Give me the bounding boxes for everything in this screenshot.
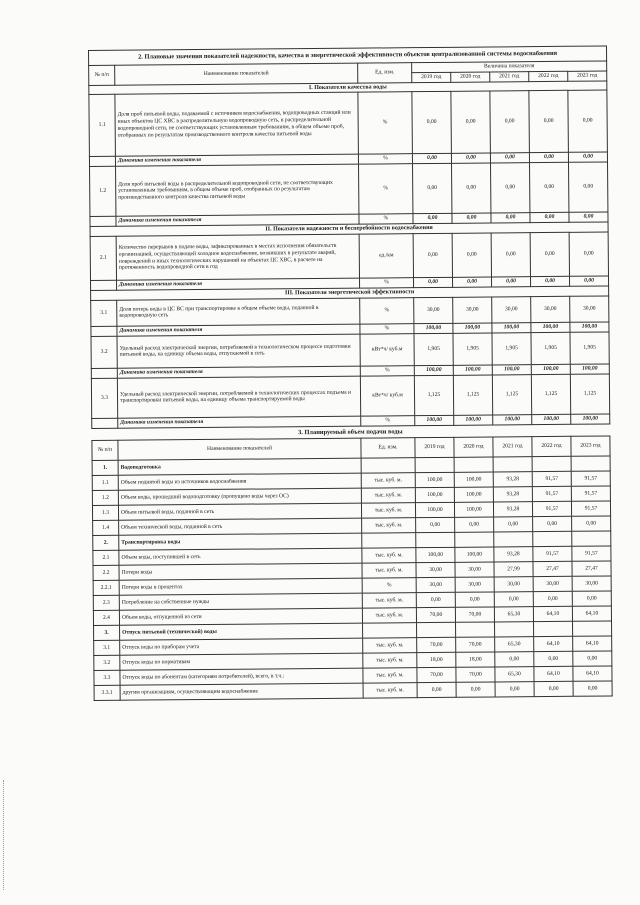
supply-volume-title: 3. Планируемый объем подачи воды (298, 428, 403, 437)
table-row: 2.1 Количество перерывов в подаче воды, зафиксированных в местах исполнения обязательств организацией, осуществляющей холодное водоснабжение, возникших в результате аварий, повреждений и иных технологических нарушений на объектах ЦС ХВС, в расчете на протяженность водопроводной сети в год ед./км 0,00 0,00 0,00 0,00 0,00 (90, 232, 608, 281)
table-row: 2.3 Потребление на собственные нужды тыс. куб. м. 0,00 0,00 0,00 0,00 0,00 (93, 591, 611, 611)
table-row: 3.2 Отпуск воды по нормативам тыс. куб. м. 18,00 18,00 0,00 0,00 0,00 (94, 651, 612, 671)
table-row: 3.2 Удельный расход электрической энергии, потребляемой в технологическом процессе подготовки питьевой воды, на единицу объема воды, отпускаемой в сеть кВт*ч/ куб.м 1,905 1,905 1,905 1,905 1,905 (91, 332, 609, 369)
table-row: 2. Транспортировка воды (93, 531, 611, 551)
header-unit: Ед. изм. (361, 438, 415, 458)
table-row: 3.3.1 другим организациям, осуществляющим водоснабжение тыс. куб. м. 0,00 0,00 0,00 0,00 0,00 (94, 681, 612, 701)
header-unit: Ед. изм. (358, 63, 412, 83)
table-row: 3.3 Удельный расход электрической энергии, потребляемой в технологических процессах подъема и транспортировки питьевой воды, на единицу объема транспортируемой воды кВт*ч/ куб.м 1,125 1,125 1,125 1,125 1,125 (91, 374, 609, 419)
header-values: Величина показателя (412, 61, 607, 72)
year-2022: 2022 год (532, 436, 571, 456)
table-row: 3. Отпуск питьевой (технической) воды (94, 621, 612, 641)
supply-volume-rows (92, 456, 612, 701)
dynamics-row: Динамика изменения показателя % 0,00 0,00 0,00 0,00 0,00 (91, 276, 609, 291)
year-2020: 2020 год (454, 437, 493, 457)
document-sheet (88, 45, 612, 700)
table-row: 1. Водоподготовка (92, 456, 610, 476)
table-row: 1.2 Объем воды, прошедший водоподготовку (пропущено воды через ОС) тыс. куб. м. 100,00 100,00 93,28 91,57 91,57 (92, 486, 610, 506)
table-row: 3.1 Отпуск воды по приборам учета тыс. куб. м. 70,00 70,00 65,30 64,10 64,10 (94, 636, 612, 656)
table-row: 3.1 Доля потерь воды в ЦС ВС при транспортировке в общем объеме воды, поданной в водопроводную сеть % 30,00 30,00 30,00 30,00 30,00 (91, 296, 609, 327)
table-row: 1.3 Объем питьевой воды, поданной в сеть тыс. куб. м. 100,00 100,00 93,28 91,57 91,57 (92, 501, 610, 521)
header-num: № п/п (92, 440, 118, 460)
table-row: 1.1 Объем поднятой воды из источников водоснабжения тыс. куб. м. 100,00 100,00 93,28 91,57 91,57 (92, 471, 610, 491)
table-row: 2.1 Объем воды, поступившей в сеть тыс. куб. м. 100,00 100,00 93,28 91,57 91,57 (93, 546, 611, 566)
table-row: 1.1 Доля проб питьевой воды, подаваемой с источников водоснабжения, водопроводных станций или иных объектов ЦС ХВС в распределительную водопроводную сеть, в распределительной водопроводной сети, не соответствующих установленным требованиям, в общем объеме проб, отобранных по результатам производственного контроля качества питьевой воды % 0,00 0,00 0,00 0,00 0,00 (89, 90, 608, 157)
section-reliability: II. Показатели надежности и бесперебойности водоснабжения (90, 222, 608, 236)
header-name: Наименование показателей (115, 63, 358, 85)
year-2021: 2021 год (493, 437, 532, 457)
year-2019: 2019 год (412, 72, 451, 82)
table-row: 2.2.1 Потери воды в процентах % 30,00 30,00 30,00 30,00 30,00 (93, 576, 611, 596)
dynamics-row: Динамика изменения показателя % 100,00 100,00 100,00 100,00 100,00 (92, 414, 610, 429)
year-2023: 2023 год (571, 436, 610, 456)
table-row: 1.2 Доля проб питьевой воды в распределительной водопроводной сети, не соответствующих установленным требованиям, в общем объеме проб, отобранных по результатам производственного контроля качества питьевой воды % 0,00 0,00 0,00 0,00 0,00 (90, 162, 608, 217)
table-title: 2. Плановые значения показателей надежности, качества и энергетической эффективности объектов централизованной системы водоснабжения (89, 46, 607, 66)
scan-artifact-line (3, 780, 6, 890)
year-2021: 2021 год (490, 71, 529, 81)
table-row: 2.4 Объем воды, отпущенной из сети тыс. куб. м. 70,00 70,00 65,30 64,10 64,10 (93, 606, 611, 626)
year-2019: 2019 год (415, 437, 454, 457)
year-2023: 2023 год (568, 71, 607, 81)
table-row: 2.2 Потери воды тыс. куб. м. 30,00 30,00 27,99 27,47 27,47 (93, 561, 611, 581)
table-row: 3.3 Отпуск воды по абонентам (категориям потребителей), всего, в т.ч.: тыс. куб. м. 70,00 70,00 65,30 64,10 64,10 (94, 666, 612, 686)
reliability-indicators-table (88, 45, 610, 428)
section-energy-efficiency: III. Показатели энергетической эффективности (91, 286, 609, 300)
dynamics-row: Динамика изменения показателя % 100,00 100,00 100,00 100,00 100,00 (91, 322, 609, 337)
header-num: № п/п (89, 65, 115, 85)
year-2022: 2022 год (529, 71, 568, 81)
section-water-quality: I. Показатели качества воды (89, 81, 607, 95)
dynamics-row: Динамика изменения показателя % 0,00 0,00 0,00 0,00 0,00 (89, 152, 607, 167)
dynamics-row: Динамика изменения показателя % 100,00 100,00 100,00 100,00 100,00 (91, 364, 609, 379)
dynamics-row: Динамика изменения показателя % 0,00 0,00 0,00 0,00 0,00 (90, 212, 608, 227)
year-2020: 2020 год (451, 72, 490, 82)
header-name: Наименование показателей (118, 438, 361, 460)
table-row: 1.4 Объем технической воды, поданной в сеть тыс. куб. м. 0,00 0,00 0,00 0,00 0,00 (93, 516, 611, 536)
supply-volume-table (91, 435, 612, 701)
